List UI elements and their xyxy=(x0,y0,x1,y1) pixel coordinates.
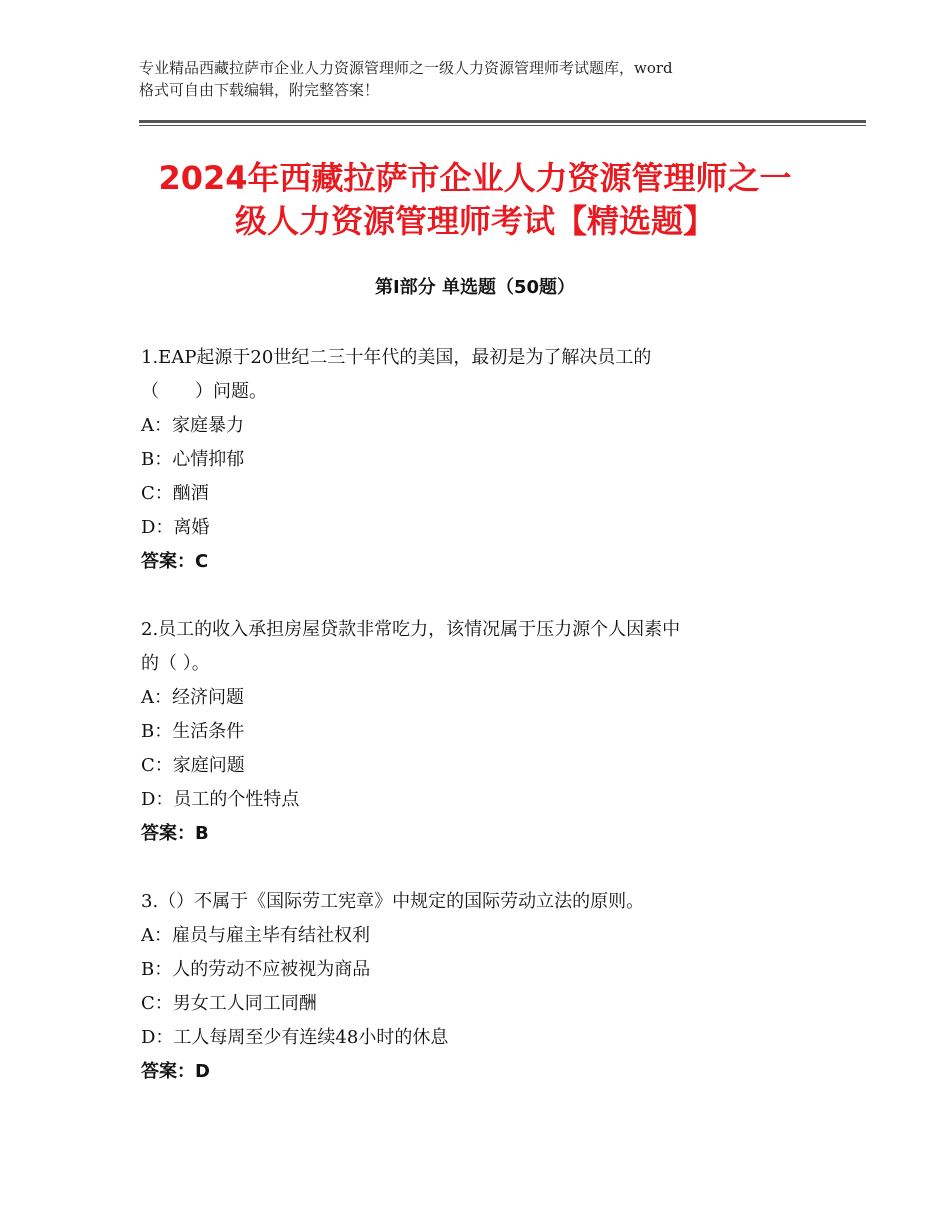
answer-label: 答案：B xyxy=(141,823,209,844)
option-b: B：心情抑郁 xyxy=(141,449,245,470)
option-d: D：员工的个性特点 xyxy=(141,789,300,810)
option-d: D：离婚 xyxy=(141,517,210,538)
question-stem-line: 的（ ）。 xyxy=(141,653,210,674)
question-2 xyxy=(141,613,801,851)
option-b: B：人的劳动不应被视为商品 xyxy=(141,959,371,980)
question-3 xyxy=(141,885,801,1089)
option-a: A：家庭暴力 xyxy=(141,415,244,436)
question-stem-line: 2.员工的收入承担房屋贷款非常吃力，该情况属于压力源个人因素中 xyxy=(141,619,681,640)
header-divider-thin xyxy=(139,125,866,126)
answer-label: 答案：C xyxy=(141,551,209,572)
option-a: A：雇员与雇主毕有结社权利 xyxy=(141,925,370,946)
section-heading: 第Ⅰ部分 单选题（50题） xyxy=(374,277,575,298)
option-c: C：家庭问题 xyxy=(141,755,245,776)
option-a: A：经济问题 xyxy=(141,687,244,708)
answer-label: 答案：D xyxy=(141,1061,210,1082)
document-title xyxy=(100,157,850,243)
document-title-line-1: 2024年西藏拉萨市企业人力资源管理师之一 xyxy=(158,159,792,197)
question-stem-line: 3.（）不属于《国际劳工宪章》中规定的国际劳动立法的原则。 xyxy=(141,891,645,912)
question-list xyxy=(141,341,801,1123)
header-note xyxy=(139,57,819,101)
header-note-line-2: 格式可自由下载编辑，附完整答案！ xyxy=(139,81,380,99)
option-d: D：工人每周至少有连续48小时的休息 xyxy=(141,1027,449,1048)
option-c: C：男女工人同工同酬 xyxy=(141,993,317,1014)
question-stem-line: （ ）问题。 xyxy=(141,381,267,402)
option-c: C：酗酒 xyxy=(141,483,209,504)
header-divider-thick xyxy=(139,120,866,123)
header-note-line-1: 专业精品西藏拉萨市企业人力资源管理师之一级人力资源管理师考试题库，word xyxy=(139,59,673,77)
question-stem-line: 1.EAP起源于20世纪二三十年代的美国，最初是为了解决员工的 xyxy=(141,347,652,368)
question-1 xyxy=(141,341,801,579)
document-title-line-2: 级人力资源管理师考试【精选题】 xyxy=(234,202,715,240)
option-b: B：生活条件 xyxy=(141,721,245,742)
